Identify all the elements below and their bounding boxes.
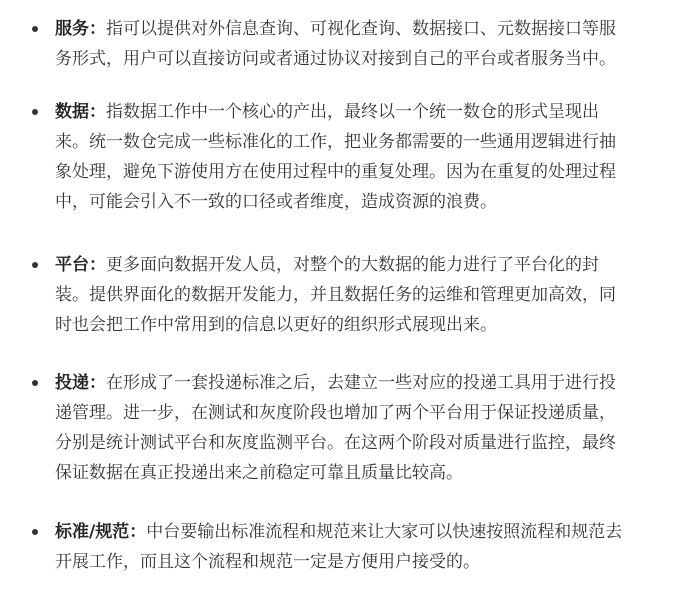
item-line: 来。统一数仓完成一些标准化的工作，把业务都需要的一些通用逻辑进行抽: [55, 132, 616, 152]
item-text: 指可以提供对外信息查询、可视化查询、数据接口、元数据接口等服: [106, 19, 616, 39]
item-text: 在形成了一套投递标准之后，去建立一些对应的投递工具用于进行投: [106, 373, 616, 393]
item-line: 保证数据在真正投递出来之前稳定可靠且质量比较高。: [55, 463, 463, 483]
bullet-icon: [32, 529, 38, 535]
item-line: 分别是统计测试平台和灰度监测平台。在这两个阶段对质量进行监控，最终: [55, 433, 616, 453]
item-text: 更多面向数据开发人员，对整个的大数据的能力进行了平台化的封: [106, 255, 599, 275]
item-line: 递管理。进一步，在测试和灰度阶段也增加了两个平台用于保证投递质量，: [55, 403, 616, 423]
item-line: [55, 14, 655, 44]
item-line: 装。提供界面化的数据开发能力，并且数据任务的运维和管理更加高效，同: [55, 285, 616, 305]
item-line: 时也会把工作中常用到的信息以更好的组织形式展现出来。: [55, 315, 497, 335]
item-text: 指数据工作中一个核心的产出，最终以一个统一数仓的形式呈现出: [106, 102, 599, 122]
bullet-icon: [32, 109, 38, 115]
list-item-data: [55, 97, 655, 217]
item-term: 平台：: [55, 255, 106, 275]
list-item-service: [55, 14, 655, 74]
list-item-delivery: [55, 368, 655, 488]
item-line: [55, 517, 655, 547]
item-line: 务形式，用户可以直接访问或者通过协议对接到自己的平台或者服务当中。: [55, 49, 616, 69]
item-line: 开展工作，而且这个流程和规范一定是方便用户接受的。: [55, 552, 480, 572]
list-item-standards: [55, 517, 655, 577]
item-term: 投递：: [55, 373, 106, 393]
item-term: 数据：: [55, 102, 106, 122]
item-line: 象处理，避免下游使用方在使用过程中的重复处理。因为在重复的处理过程: [55, 162, 616, 182]
item-text: 中台要输出标准流程和规范来让大家可以快速按照流程和规范去: [146, 522, 623, 542]
bullet-icon: [32, 26, 38, 32]
item-line: 中，可能会引入不一致的口径或者维度，造成资源的浪费。: [55, 192, 497, 212]
item-term: 标准/规范：: [55, 522, 147, 542]
item-line: [55, 368, 655, 398]
bullet-icon: [32, 262, 38, 268]
item-line: [55, 97, 655, 127]
item-term: 服务：: [55, 19, 106, 39]
list-item-platform: [55, 250, 655, 340]
item-line: [55, 250, 655, 280]
bullet-icon: [32, 380, 38, 386]
